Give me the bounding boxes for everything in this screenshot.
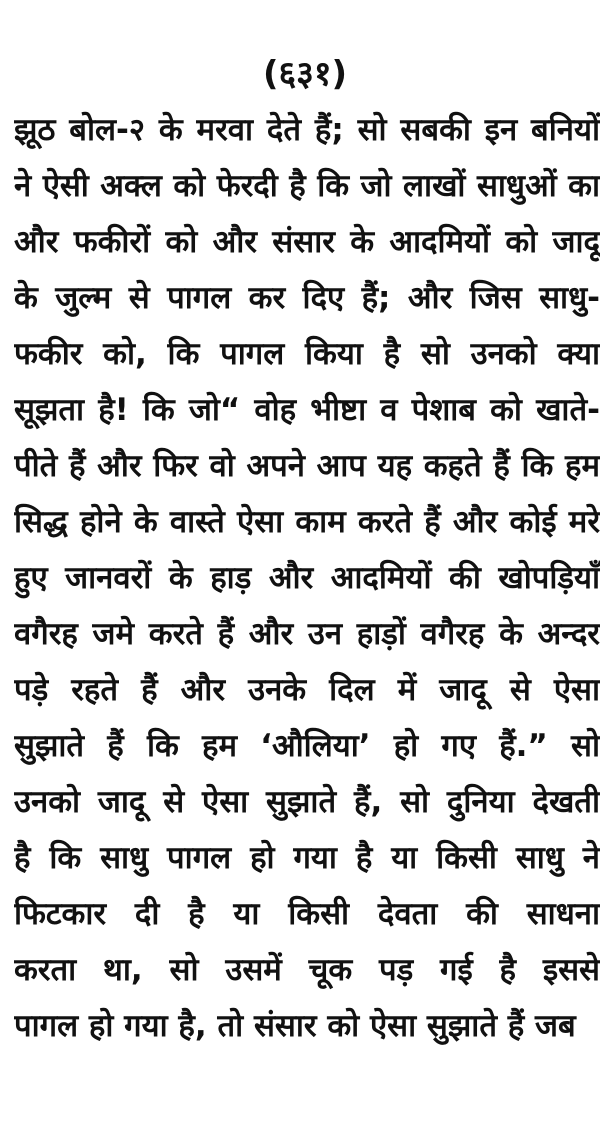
text-line: के जुल्म से पागल कर दिए हैं; और जिस साधु- [14,280,600,316]
text-line: सिद्ध होने के वास्ते ऐसा काम करते हैं और कोई मरे [14,504,600,540]
text-line: पीते हैं और फिर वो अपने आप यह कहते हैं कि हम [14,448,600,484]
text-line: वगैरह जमे करते हैं और उन हाड़ों वगैरह के अन्दर [14,616,600,652]
text-line: हुए जानवरों के हाड़ और आदमियों की खोपड़ियाँ [14,560,600,596]
text-line: फिटकार दी है या किसी देवता की साधना [14,896,600,932]
page-number: (६३१) [262,54,348,94]
text-line: है कि साधु पागल हो गया है या किसी साधु ने [14,840,600,876]
text-line: करता था, सो उसमें चूक पड़ गई है इससे [14,952,600,988]
body-text [14,102,600,1054]
text-line: सूझता है! कि जो“ वोह भीष्टा व पेशाब को खाते- [14,392,600,428]
text-line: ने ऐसी अक्ल को फेरदी है कि जो लाखों साधुओं का [14,168,600,204]
text-line: और फकीरों को और संसार के आदमियों को जादू [14,224,600,260]
text-line: फकीर को, कि पागल किया है सो उनको क्या [14,336,600,372]
text-line: उनको जादू से ऐसा सुझाते हैं, सो दुनिया देखती [14,784,600,820]
text-line: झूठ बोल-२ के मरवा देते हैं; सो सबकी इन बनियों [14,112,600,148]
text-line: सुझाते हैं कि हम ‘औलिया’ हो गए हैं.” सो [14,728,600,764]
text-line: पागल हो गया है, तो संसार को ऐसा सुझाते हैं जब [14,1008,576,1044]
text-line: पड़े रहते हैं और उनके दिल में जादू से ऐसा [14,672,600,708]
